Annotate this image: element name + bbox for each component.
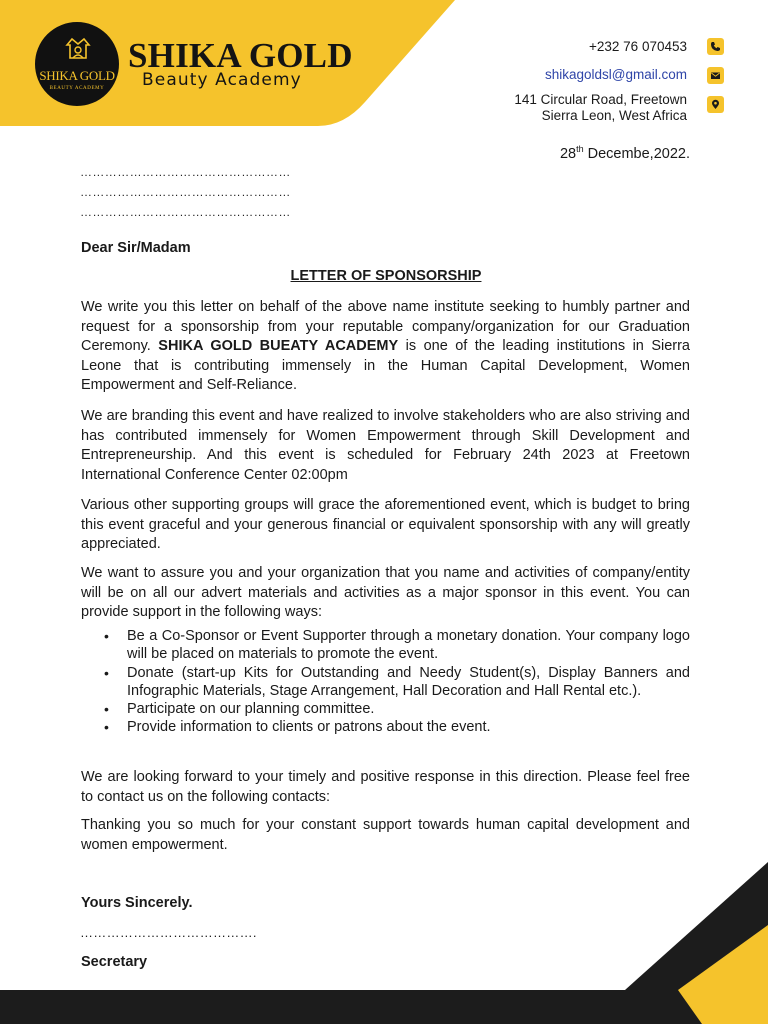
letter-date [560, 144, 690, 162]
letter-subject: LETTER OF SPONSORSHIP [290, 268, 482, 284]
location-pin-icon [707, 96, 724, 113]
greeting: Dear Sir/Madam [81, 240, 191, 256]
contact-phone: +232 76 070453 [589, 39, 687, 54]
contact-address-line1: 141 Circular Road, Freetown [514, 92, 687, 107]
intro-text-cont: is one of the leading institutions in Sierra Leone that is contributing immensely in the Human Capital Development, Women Empowerment and Self-Reliance. [81, 338, 690, 393]
paragraph-support-groups: Various other supporting groups will grace the aforementioned event, which is budget to bring this event graceful and your generous financial or equivalent sponsorship with any will greatly appreciated. [81, 497, 690, 552]
list-item: • Provide information to clients or patrons about the event. [104, 718, 690, 736]
recipient-line: …………………………………………… [80, 165, 291, 179]
mail-icon [707, 67, 724, 84]
list-item: • Donate (start-up Kits for Outstanding and Needy Student(s), Display Banners and Infographic Materials, Stage Arrangement, Hall Decoration and Hall Rental etc.). [104, 664, 690, 701]
list-item: • Participate on our planning committee. [104, 700, 690, 718]
logo-subtext: BEAUTY ACADEMY [49, 86, 105, 91]
list-item: • Be a Co-Sponsor or Event Supporter through a monetary donation. Your company logo will be placed on materials to promote the event. [104, 627, 690, 664]
academy-name-bold: SHIKA GOLD BUEATY ACADEMY [158, 338, 399, 354]
signature-line: …………………………………. [80, 925, 257, 940]
recipient-line: …………………………………………… [80, 205, 291, 219]
logo-text: SHIKA GOLD [39, 68, 115, 83]
contact-email[interactable]: shikagoldsl@gmail.com [544, 67, 687, 82]
paragraph-thanks: Thanking you so much for your constant support towards human capital development and women empowerment. [81, 817, 690, 853]
date-suffix: th [576, 144, 584, 154]
crown-house-icon [63, 36, 93, 62]
academy-logo [33, 20, 121, 108]
brand-name: SHIKA GOLD [128, 36, 353, 75]
recipient-line: …………………………………………… [80, 185, 291, 199]
paragraph-intro [81, 298, 690, 396]
closing: Yours Sincerely. [81, 895, 193, 911]
signatory-role: Secretary [81, 954, 148, 970]
brand-subtitle: Beauty Academy [142, 70, 302, 90]
paragraph-event: We are branding this event and have realized to involve stakeholders who are also striving and has contributed immensely for Women Empowerment through Skill Development and Entrepreneurship. And this event is scheduled for February 24th 2023 at Freetown International Conference Center 02:00pm [81, 408, 690, 483]
date-rest: Decembe,2022. [583, 145, 690, 162]
date-day: 28 [559, 145, 577, 162]
intro-text: We write you this letter on behalf of the above name institute seeking to humbly partner and request for a sponsorship from your reputable company/organization for our Graduation Ceremony. [81, 299, 690, 354]
paragraph-response: We are looking forward to your timely and positive response in this direction. Please feel free to contact us on the following contacts: [81, 769, 690, 805]
contact-address-line2: Sierra Leon, West Africa [541, 108, 687, 123]
paragraph-assurance: We want to assure you and your organization that you name and activities of company/entity will be on all our advert materials and activities as a major sponsor in this event. You can provide support in the following ways: [81, 565, 690, 620]
phone-icon [707, 38, 724, 55]
support-list [104, 627, 690, 737]
